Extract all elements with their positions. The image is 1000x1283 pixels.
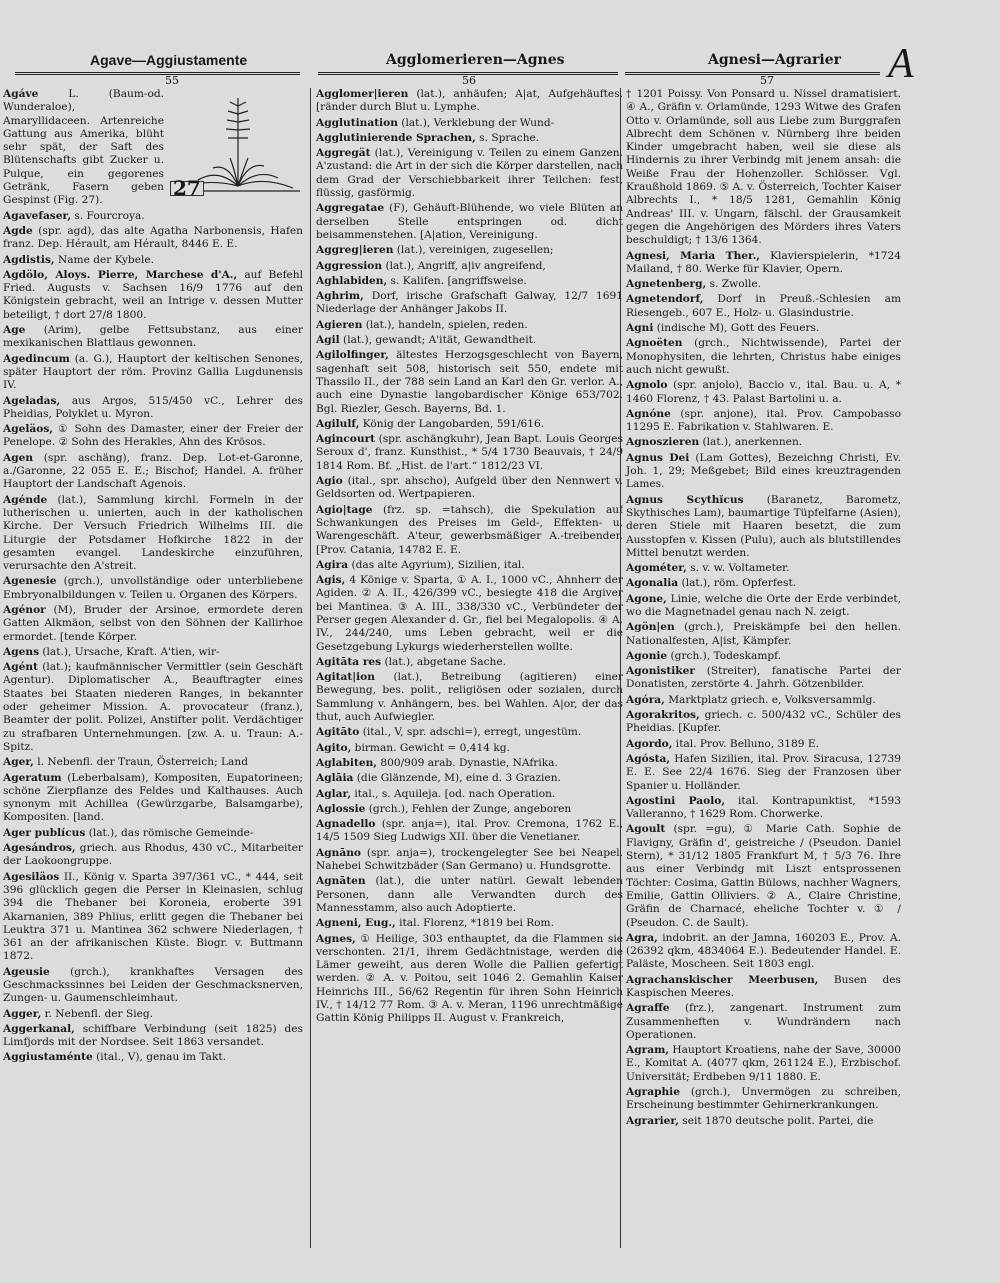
dictionary-entry xyxy=(626,278,901,291)
entry-headword: Agordo, xyxy=(626,737,673,750)
entry-headword: Agnus Dei xyxy=(626,451,690,464)
dictionary-entry xyxy=(3,756,303,769)
dictionary-entry xyxy=(316,260,623,273)
entry-headword: Aggreg|ieren xyxy=(316,244,394,257)
entry-text: (F), Gehäuft-Blühende, wo viele Blüten an derselben Stelle entspringen od. dicht beisammenstehen. [A|ation, Vereinigung. xyxy=(316,202,623,241)
dictionary-entry xyxy=(626,436,901,449)
entry-text: (Leberbalsam), Kompositen, Eupatorineen; schöne Zierpflanze des Feldes und Kalthauses. Auch synonym mit Achillea (Gewürzgarbe, Balsamgarbe), Kompositen. [land. xyxy=(3,771,303,824)
entry-text: Klavierspielerin, *1724 Mailand, † 80. Werke für Klavier, Opern. xyxy=(626,249,901,275)
entry-text: ältestes Herzogsgeschlecht von Bayern, sagenhaft seit 508, historisch seit 550, endete mit Thassilo II., der 788 sein Land an Karl den Gr. verlor. A., auch eine Dynastie langobardischer Könige 653/702. Bgl. Riezler, Gesch. Bayerns, Bd. 1. xyxy=(316,349,623,415)
entry-text: (lat.); kaufmännischer Vermittler (sein Geschäft Agentur). Diplomatischer A., Beauftragter eines Staates bei Staaten niederen Ranges, in bekannter oder geheimer Mission. A. provocateur (franz.), Beamter der polit. Polizei, Anstifter polit. Verdächtiger zu strafbaren Unternehmungen. [zw. A. u. Traun: A.-Spitz. xyxy=(3,661,303,753)
entry-text: griech. aus Rhodus, 430 vC., Mitarbeiter der Laokoongruppe. xyxy=(3,842,303,868)
entry-text: (die Glänzende, M), eine d. 3 Grazien. xyxy=(353,772,561,785)
entry-headword: Agitat|ion xyxy=(316,671,375,684)
dictionary-entry xyxy=(3,269,303,322)
dictionary-entry xyxy=(626,974,901,1001)
entry-text: (spr. agd), das alte Agatha Narbonensis, Hafen franz. Dep. Hérault, am Hérault, 8446 E. E. xyxy=(3,224,303,251)
header-left: Agave—Aggiustamente xyxy=(90,52,248,68)
entry-headword: Aglar, xyxy=(316,787,352,800)
entry-text: auf Befehl Fried. Augusts v. Sachsen 16/9 1776 auf den Königstein gebracht, weil an Intrige v. dessen Mutter beteiligt, † dort 27/8 1800. xyxy=(3,268,303,321)
header-right: Agnesi—Agrarier xyxy=(708,52,842,68)
entry-text: Marktplatz griech. e, Volksversammlg. xyxy=(664,693,876,706)
entry-text: (das alte Agyrium), Sizilien, ital. xyxy=(348,558,525,571)
entry-text: Dorf in Preuß.-Schlesien am Riesengeb., 607 E., Holz- u. Glasindustrie. xyxy=(626,293,901,319)
entry-headword: Agnus Scythĭcus xyxy=(626,493,744,506)
entry-headword: Aglabiten, xyxy=(316,756,377,769)
entry-text: s. v. w. Voltameter. xyxy=(686,562,790,575)
entry-text: Dorf, irische Grafschaft Galway, 12/7 1691 Niederlage der Anhänger Jakobs II. xyxy=(316,290,623,316)
entry-text: Linie, welche die Orte der Erde verbindet, wo die Magnetnadel genau nach N. zeigt. xyxy=(626,592,901,618)
dictionary-entry xyxy=(626,738,901,751)
entry-headword: Agincourt xyxy=(316,433,376,446)
entry-text: griech. c. 500/432 vC., Schüler des Pheidias. [Kupfer. xyxy=(626,709,901,735)
entry-headword: Agorakritos, xyxy=(626,709,700,722)
entry-headword: Agilolfinger, xyxy=(316,349,389,362)
entry-text: (lat.), gewandt; A'ität, Gewandtheit. xyxy=(339,334,537,347)
entry-text: ① Sohn des Damaster, einer der Freier der Penelope. ② Sohn des Herakles, Ahn des Krösos. xyxy=(3,423,303,449)
entry-text: (frz.), zangenart. Instrument zum Zusammenheften v. Wundrändern nach Operationen. xyxy=(626,1002,901,1041)
entry-headword: Agens xyxy=(3,645,40,658)
entry-text: (Arim), gelbe Fettsubstanz, aus einer mexikanischen Blattlaus gewonnen. xyxy=(3,324,303,350)
entry-headword: Ageläos, xyxy=(3,423,53,436)
dictionary-entry xyxy=(316,574,623,654)
entry-headword: Agis, xyxy=(316,574,346,587)
entry-headword: Agni xyxy=(626,322,654,335)
entry-headword: Agdölo, Aloys. Pierre, Marchese d'A., xyxy=(3,268,238,281)
dictionary-entry xyxy=(626,650,901,663)
dictionary-entry xyxy=(316,818,623,845)
entry-text: (Streiter), fanatische Partei der Donatisten, zerstörte 4. Jahrh. Götzenbilder. xyxy=(626,665,901,691)
dictionary-entry xyxy=(3,324,303,351)
dictionary-entry xyxy=(3,661,303,754)
dictionary-entry xyxy=(626,408,901,435)
entry-text: (lat.), Vereinigung v. Teilen zu einem Ganzen. A'zustand: die Art in der sich die Körper darstellen, nach dem Grad der Verschiebbarkeit ihrer Teilchen: fest, flüssig, gasförmig. xyxy=(316,147,623,200)
entry-headword: Agone, xyxy=(626,592,667,605)
entry-headword: Aghrim, xyxy=(316,290,364,303)
dictionary-entry xyxy=(3,452,303,492)
dictionary-entry xyxy=(3,646,303,659)
entry-headword: Agnóne xyxy=(626,407,671,420)
dictionary-entry xyxy=(316,202,623,242)
entry-text: (a. G.), Hauptort der keltischen Senones, später Hauptort der röm. Provinz Gallia Lugdunensis IV. xyxy=(3,352,303,392)
dictionary-entry xyxy=(626,823,901,929)
dictionary-entry xyxy=(316,475,623,502)
dictionary-entry xyxy=(3,871,303,964)
entry-text: (grch.), Fehlen der Zunge, angeboren xyxy=(365,802,572,815)
dictionary-entry xyxy=(316,656,623,669)
column-left-entries xyxy=(3,88,303,1065)
dictionary-entry xyxy=(626,1002,901,1042)
dictionary-entry xyxy=(316,803,623,816)
dictionary-entry xyxy=(316,349,623,415)
dictionary-entry xyxy=(3,1023,303,1050)
entry-headword: Agonie xyxy=(626,649,668,662)
entry-text: (M), Bruder der Arsinoe, ermordete deren Gatten Alkmäon, selbst von den Söhnen der Kallirhoe ermordet. [tende Körper. xyxy=(3,603,303,643)
entry-text: † 1201 Poissy. Von Ponsard u. Nissel dramatisiert. ④ A., Gräfin v. Orlamünde, 1293 Witwe des Grafen Otto v. Orlamünde, soll aus Liebe zum Burggrafen Albrecht dem Schönen v. Nürnberg ihre beiden Kinder umgebracht haben, weil sie diese als Hindernis zu ihrer Verbindg mit jenem ansah: die Weiße Frau der Hohenzoller. Schlösser. Vgl. Kraußhold 1869. ⑤ A. v. Österreich, Tochter Kaiser Albrechts I., * 18/5 1281, Gemahlin König Andreas' III. v. Ungarn, fälschl. der Grausamkeit gegen die Angehörigen des Mörders ihres Vaters beschuldigt; † 13/6 1364. xyxy=(626,88,901,247)
entry-headword: Agil xyxy=(316,334,340,347)
entry-headword: Agnetenberg, xyxy=(626,278,707,291)
dictionary-entry xyxy=(626,88,901,248)
entry-headword: Aglāia xyxy=(316,772,354,785)
entry-headword: Agonalia xyxy=(626,577,679,590)
dictionary-entry xyxy=(316,875,623,915)
entry-text: s. Sprache. xyxy=(475,131,540,144)
dictionary-entry xyxy=(316,244,623,257)
entry-text: Hauptort Kroatiens, nahe der Save, 30000 E., Komitat A. (4077 qkm, 261124 E.), Erzbischof. Universität; Erdbeben 9/11 1880. E. xyxy=(626,1044,901,1083)
entry-text: (spr. anjone), ital. Prov. Campobasso 11295 E. Fabrikation v. Stahlwaren. E. xyxy=(626,407,901,434)
entry-text: (Baranetz, Barometz, Skythisches Lam), baumartige Tüpfelfarne (Asien), deren Stiele mit Haaren besetzt, die zum Ausstopfen v. Kissen (Pulu), auch als blutstillendes Mittel benutzt werden. xyxy=(626,493,901,559)
header-rule-right xyxy=(625,72,880,75)
entry-headword: Agilulf, xyxy=(316,417,360,430)
entry-text: (spr. aschäng), franz. Dep. Lot-et-Garonne, a./Garonne, 22 055 E. E.; Bischof; Handel. A. früher Hauptort der Landschaft Agenois. xyxy=(3,451,303,491)
entry-text: (grch.), Unvermögen zu schreiben, Erscheinung bestimmter Gehirnerkrankungen. xyxy=(626,1086,901,1112)
entry-text: 800/909 arab. Dynastie, NAfrika. xyxy=(376,756,558,769)
entry-headword: Agóra, xyxy=(626,693,665,706)
dictionary-entry xyxy=(316,117,623,130)
entry-headword: Agesiläos xyxy=(3,870,60,883)
entry-headword: Agen xyxy=(3,451,34,464)
entry-text: indobrit. an der Jamna, 160203 E., Prov. A. (26392 qkm, 4834064 E.). Bedeutender Handel. E. Paläste, Moscheen. Seit 1803 engl. xyxy=(626,931,901,971)
entry-headword: Agósta, xyxy=(626,752,671,765)
entry-text: König der Langobarden, 591/616. xyxy=(359,417,545,430)
dictionary-entry xyxy=(3,1008,303,1021)
dictionary-entry xyxy=(3,254,303,267)
dictionary-entry xyxy=(626,694,901,707)
entry-headword: Agesándros, xyxy=(3,842,76,855)
dictionary-entry xyxy=(626,665,901,692)
entry-headword: Agavefaser, xyxy=(3,209,72,222)
dictionary-entry xyxy=(626,753,901,793)
entry-text: (grch.), Todeskampf. xyxy=(667,649,782,662)
entry-text: L. (Baum-od. Wunderaloe), Amaryllidaceen. Artenreiche Gattung aus Amerika, blüht sehr spät, der Saft des Blütenschafts gibt Zucker u. Pulque, ein gegorenes Getränk, Fasern geben Gespinst (Fig. 27). xyxy=(3,88,164,207)
entry-text: (lat.), Betreibung (agitieren) einer Bewegung, bes. polit., religiösen oder sozialen, durch Sammlung v. Anhängern, bes. bei Wahlen. A|or, der das thut, auch Aufwiegler. xyxy=(316,671,623,724)
figure-number: 27 xyxy=(170,181,204,196)
entry-headword: Agnadello xyxy=(316,818,376,831)
dictionary-entry xyxy=(316,933,623,1026)
entry-text: ital. Florenz, *1819 bei Rom. xyxy=(395,917,554,930)
entry-text: (lat.), handeln, spielen, reden. xyxy=(362,318,528,331)
entry-text: (ital., V), genau im Takt. xyxy=(92,1051,227,1064)
entry-headword: Agglutination xyxy=(316,116,398,129)
entry-text: (Lam Gottes), Bezeichng Christi, Ev. Joh. 1, 29; Meßgebet; Bild eines kreuztragenden Lames. xyxy=(626,451,901,491)
entry-text: Hafen Sizilien, ital. Prov. Siracusa, 12739 E. E. See 22/4 1676. Sieg der Franzosen über Spanier u. Holländer. xyxy=(626,752,901,792)
dictionary-entry xyxy=(626,322,901,335)
entry-text: aus Argos, 515/450 vC., Lehrer des Pheidias, Polyklet u. Myron. xyxy=(3,394,303,420)
entry-text: (spr. anjolo), Baccio v., ital. Bau. u. A, * 1460 Florenz, † 43. Palast Bartolini u. a. xyxy=(626,379,901,405)
entry-headword: Agio xyxy=(316,475,343,488)
entry-text: (ital., V, spr. adschi=), erregt, ungestüm. xyxy=(359,726,582,739)
entry-text: (grch.), krankhaftes Versagen des Geschmackssinnes bei Leiden der Geschmacksnerven, Zungen- u. Gaumenschleimhaut. xyxy=(3,965,303,1005)
entry-text: (lat.), die unter natürl. Gewalt lebenden Personen, dann alle Verwandten durch des Mannesstamm, also auch Adoptierte. xyxy=(316,875,623,914)
dictionary-entry xyxy=(316,559,623,572)
entry-headword: Agneni, Eug., xyxy=(316,917,396,930)
entry-headword: Age xyxy=(3,324,26,337)
entry-text: (spr. anja=), ital. Prov. Cremona, 1762 E., 14/5 1509 Sieg Ludwigs XII. über die Venetianer. xyxy=(316,818,623,844)
dictionary-entry xyxy=(316,726,623,739)
entry-headword: Agnoëten xyxy=(626,337,683,350)
dictionary-entry xyxy=(626,1086,901,1113)
entry-headword: Agnāno xyxy=(316,846,361,859)
entry-text: (ital., spr. ahscho), Aufgeld über den Nennwert v. Geldsorten od. Wertpapieren. xyxy=(316,475,623,501)
entry-headword: Ageladas, xyxy=(3,394,61,407)
entry-headword: Aghlabiden, xyxy=(316,274,388,287)
entry-headword: Agde xyxy=(3,224,33,237)
entry-text: (grch.), unvollständige oder unterbliebene Embryonalbildungen v. Teilen u. Organen des Körpers. xyxy=(3,575,303,601)
header-center: Agglomerieren—Agnes xyxy=(386,52,565,68)
dictionary-entry xyxy=(3,395,303,422)
entry-headword: Agön|en xyxy=(626,621,675,634)
entry-text: (lat.), Ursache, Kraft. A'tien, wir- xyxy=(39,645,220,658)
entry-text: s. Kalifen. [angriffsweise. xyxy=(387,274,527,287)
entry-text: seit 1870 deutsche polit. Partei, die xyxy=(678,1114,874,1127)
dictionary-entry xyxy=(316,788,623,801)
entry-text: (indische M), Gott des Feuers. xyxy=(653,322,820,335)
entry-headword: Agdistis, xyxy=(3,253,55,266)
entry-text: ital., s. Aquileja. [od. nach Operation. xyxy=(351,787,556,800)
entry-headword: Agostini Paolo, xyxy=(626,794,726,807)
dictionary-entry xyxy=(3,966,303,1006)
entry-text: (lat.), Verklebung der Wund- xyxy=(397,116,555,129)
dictionary-entry xyxy=(626,494,901,560)
dictionary-entry xyxy=(316,88,623,115)
entry-headword: Agnesi, Maria Ther., xyxy=(626,249,760,262)
dictionary-entry xyxy=(316,772,623,785)
entry-text: (lat.), abgetane Sache. xyxy=(381,655,506,668)
entry-headword: Agométer, xyxy=(626,562,687,575)
entry-text: (lat.), das römische Gemeinde- xyxy=(85,826,254,839)
entry-headword: Agrarier, xyxy=(626,1114,679,1127)
dictionary-entry xyxy=(626,795,901,822)
entry-text: l. Nebenfl. der Traun, Österreich; Land xyxy=(33,756,248,769)
entry-headword: Agénde xyxy=(3,493,48,506)
dictionary-entry xyxy=(626,562,901,575)
entry-headword: Agito, xyxy=(316,741,352,754)
entry-text: (spr. anja=), trockengelegter See bei Neapel. Nahebei Schwitzbäder (San Germano) u. Hundsgrotte. xyxy=(316,846,623,873)
dictionary-entry xyxy=(316,334,623,347)
entry-text: (grch., Nichtwissende), Partei der Monophysiten, die lehrten, Christus habe einiges auch nicht gewußt. xyxy=(626,337,901,376)
entry-headword: Agonistiker xyxy=(626,665,695,678)
entry-headword: Ageusie xyxy=(3,965,50,978)
dictionary-entry xyxy=(626,577,901,590)
dictionary-entry xyxy=(316,418,623,431)
dictionary-entry xyxy=(316,847,623,874)
dictionary-entry xyxy=(316,504,623,557)
entry-text: s. Fourcroya. xyxy=(71,209,145,222)
entry-text: s. Zwolle. xyxy=(706,278,761,291)
entry-text: r. Nebenfl. der Sieg. xyxy=(41,1007,154,1020)
entry-headword: Agglutinierende Sprachen, xyxy=(316,131,476,144)
entry-headword: Agieren xyxy=(316,318,363,331)
entry-headword: Aggerkanal, xyxy=(3,1022,75,1035)
column-center xyxy=(310,88,623,1248)
entry-text: (lat.), anhäufen; A|at, Aufgehäuftes. [ränder durch Blut u. Lymphe. xyxy=(316,88,623,114)
entry-text: (lat.), anerkennen. xyxy=(699,436,803,449)
dictionary-entry xyxy=(316,742,623,755)
entry-headword: Agnes, xyxy=(316,932,356,945)
dictionary-entry xyxy=(3,210,303,223)
entry-headword: Agitāto xyxy=(316,726,360,739)
dictionary-entry xyxy=(626,709,901,736)
entry-headword: Aglossie xyxy=(316,802,366,815)
page-number-center: 56 xyxy=(462,74,476,87)
dictionary-entry xyxy=(3,772,303,825)
entry-text: (grch.), Preiskämpfe bei den hellen. Nationalfesten, A|ist, Kämpfer. xyxy=(626,621,901,647)
dictionary-entry xyxy=(626,452,901,492)
entry-text: (lat.), vereinigen, zugesellen; xyxy=(393,244,554,257)
dictionary-entry xyxy=(626,593,901,620)
section-letter: A xyxy=(888,41,914,87)
dictionary-entry xyxy=(316,917,623,930)
dictionary-entry xyxy=(316,275,623,288)
entry-headword: Agedincum xyxy=(3,352,70,365)
dictionary-entry xyxy=(3,353,303,393)
column-right-entries xyxy=(626,88,901,1128)
page-number-left: 55 xyxy=(165,74,179,87)
entry-headword: Agraphie xyxy=(626,1086,680,1099)
entry-headword: Agnolo xyxy=(626,379,668,392)
dictionary-entry xyxy=(626,337,901,377)
dictionary-entry xyxy=(316,757,623,770)
dictionary-entry xyxy=(3,827,303,840)
column-right xyxy=(620,88,901,1248)
entry-headword: Agáve xyxy=(3,88,39,100)
column-left xyxy=(3,88,303,1248)
agave-figure xyxy=(168,88,303,200)
entry-headword: Agrachanskischer Meerbusen, xyxy=(626,973,819,986)
dictionary-entry xyxy=(626,1044,901,1084)
dictionary-entry xyxy=(3,225,303,252)
dictionary-entry xyxy=(3,423,303,450)
entry-text: schiffbare Verbindung (seit 1825) des Limfjords mit der Nordsee. Seit 1863 versandet. xyxy=(3,1022,303,1049)
header-rule-left xyxy=(15,72,300,75)
entry-headword: Agénor xyxy=(3,603,46,616)
entry-text: Busen des Kaspischen Meeres. xyxy=(626,973,901,999)
entry-headword: Ager, xyxy=(3,756,34,769)
entry-headword: Agént xyxy=(3,661,38,674)
dictionary-entry xyxy=(626,1115,901,1128)
entry-text: ① Heilige, 303 enthauptet, da die Flammen sie verschonten. 21/1, ihrem Gedächtnistage, werden die Lämer geweiht, aus deren Wolle die Pallien gefertigt werden. ② A. v. Poitou, seit 1046 2. Gemahlin Kaiser Heinrichs III., 56/62 Regentin für ihren Sohn Heinrich IV., † 14/12 77 Rom. ③ A. v. Meran, 1196 unrechtmäßige Gattin König Philipps II. August v. Frankreich, xyxy=(316,932,623,1025)
entry-text: Name der Kybele. xyxy=(54,253,155,266)
dictionary-entry xyxy=(316,319,623,332)
entry-headword: Agraffe xyxy=(626,1002,670,1015)
entry-text: (lat.), röm. Opferfest. xyxy=(678,577,797,590)
entry-headword: Ageratum xyxy=(3,771,62,784)
dictionary-entry xyxy=(626,293,901,320)
dictionary-entry xyxy=(626,621,901,648)
entry-text: birman. Gewicht = 0,414 kg. xyxy=(351,741,510,754)
dictionary-entry xyxy=(316,671,623,724)
entry-headword: Agio|tage xyxy=(316,503,373,516)
entry-text: II., König v. Sparta 397/361 vC., * 444, seit 396 glücklich gegen die Perser in Kleinasien, schlug 394 die Thebaner bei Koroneia, eroberte 391 Akarnanien, 389 Phlius, erlitt gegen die Thebaner bei Leuktra 371 u. Mantinea 362 schwere Niederlagen, † 361 an der afrikanischen Küste. Biogr. v. Buttmann 1872. xyxy=(3,870,303,963)
dictionary-entry xyxy=(3,1051,303,1064)
dictionary-entry xyxy=(626,932,901,972)
page-number-right: 57 xyxy=(760,74,774,87)
entry-headword: Agnāten xyxy=(316,875,366,888)
dictionary-entry xyxy=(626,250,901,277)
entry-text: (spr. aschängkuhr), Jean Bapt. Louis Georges Seroux d', franz. Kunsthist., * 5/4 1730 Beauvais, † 24/9 1814 Rom. Bf. „Hist. de l'art.“ 1812/23 VI. xyxy=(316,433,623,472)
dictionary-entry xyxy=(3,575,303,602)
entry-text: (frz. sp. =tahsch), die Spekulation auf Schwankungen des Preises im Geld-, Effekten- u. Warengeschäft. A'teur, gewerbsmäßiger A.-treibender. [Prov. Catania, 14782 E. E. xyxy=(316,503,623,556)
entry-text: (lat.), Sammlung kirchl. Formeln in der lutherischen u. unierten, auch in der katholischen Kirche. Der Versuch Friedrich Wilhelms III. die Liturgie der Potsdamer Hofkirche 1822 in der gesamten evangel. Landeskirche einzuführen, verursachte den A'streit. xyxy=(3,493,303,573)
dictionary-entry xyxy=(626,379,901,406)
dictionary-entry xyxy=(316,433,623,473)
dictionary-entry xyxy=(316,147,623,200)
dictionary-entry xyxy=(3,842,303,869)
entry-headword: Ager publícus xyxy=(3,826,86,839)
entry-headword: Aggregatae xyxy=(316,202,385,215)
entry-headword: Agra, xyxy=(626,931,658,944)
entry-headword: Aggiustaménte xyxy=(3,1051,93,1064)
entry-headword: Aggregät xyxy=(316,147,371,160)
entry-headword: Agger, xyxy=(3,1007,42,1020)
entry-headword: Agnoszieren xyxy=(626,436,700,449)
entry-text: ital. Kontrapunktist, *1593 Valleranno, † 1629 Rom. Chorwerke. xyxy=(626,794,901,821)
entry-text: (lat.), Angriff, a|iv angreifend, xyxy=(382,259,546,272)
entry-headword: Agram, xyxy=(626,1044,669,1057)
dictionary-entry xyxy=(316,132,623,145)
entry-text: (spr. =gu), ① Marie Cath. Sophie de Flavigny, Gräfin d', geistreiche / (Pseudon. Daniel Stern), * 31/12 1805 Frankfurt M, † 5/3 76. Ihre aus einer Verbindg mit Liszt entsprossenen Töchter: Cosima, Gattin Bülows, nachher Wagners, Emilie, Gattin Olliviers. ② A., Claire Christine, Gräfin de Charnacé, eheliche Tochter v. ① / (Pseudon. C. de Sault). xyxy=(626,823,901,929)
entry-headword: Aggression xyxy=(316,259,383,272)
column-center-entries xyxy=(316,88,623,1026)
entry-headword: Agoult xyxy=(626,823,666,836)
entry-headword: Agglomer|ieren xyxy=(316,88,409,100)
dictionary-entry xyxy=(3,494,303,574)
entry-headword: Agitāta res xyxy=(316,655,382,668)
dictionary-entry xyxy=(316,290,623,317)
entry-headword: Agira xyxy=(316,558,349,571)
entry-text: ital. Prov. Belluno, 3189 E. xyxy=(672,737,819,750)
dictionary-entry xyxy=(3,604,303,644)
entry-headword: Agnetendorf, xyxy=(626,293,704,306)
entry-headword: Agenesie xyxy=(3,575,57,588)
entry-text: 4 Könige v. Sparta, ① A. I., 1000 vC., Ahnherr der Agiden. ② A. II., 426/399 vC., besiegte 418 die Argiver bei Mantinea. ③ A. III., 338/330 vC., Verbündeter der Perser gegen Alexander d. Gr., fiel bei Megalopolis. ④ A. IV., 244/240, ums Leben gebracht, weil er die Gesetzgebung Lykurgs wiederherstellen wollte. xyxy=(316,574,623,653)
